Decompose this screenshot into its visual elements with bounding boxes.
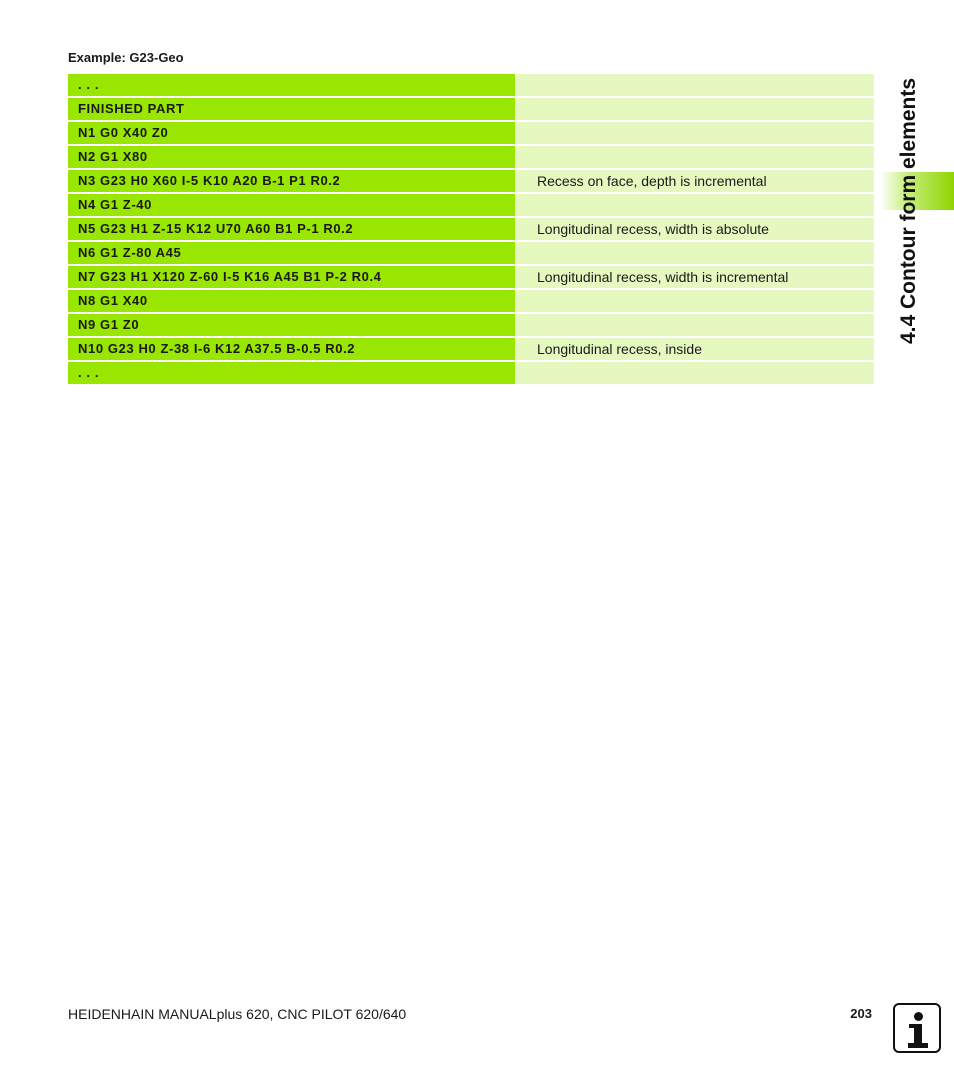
comment-cell <box>515 290 874 312</box>
code-cell: N1 G0 X40 Z0 <box>68 122 515 144</box>
comment-cell: Longitudinal recess, inside <box>515 338 874 360</box>
code-cell: N5 G23 H1 Z-15 K12 U70 A60 B1 P-1 R0.2 <box>68 218 515 240</box>
code-cell: . . . <box>68 362 515 384</box>
code-cell: N8 G1 X40 <box>68 290 515 312</box>
comment-cell <box>515 122 874 144</box>
code-cell: N9 G1 Z0 <box>68 314 515 336</box>
info-icon-dot <box>914 1012 923 1021</box>
table-row <box>68 74 874 96</box>
comment-cell: Recess on face, depth is incremental <box>515 170 874 192</box>
table-row <box>68 314 874 336</box>
code-cell: N3 G23 H0 X60 I-5 K10 A20 B-1 P1 R0.2 <box>68 170 515 192</box>
code-cell: N7 G23 H1 X120 Z-60 I-5 K16 A45 B1 P-2 R0.4 <box>68 266 515 288</box>
table-row <box>68 170 874 192</box>
comment-cell <box>515 74 874 96</box>
comment-cell <box>515 362 874 384</box>
code-cell: N6 G1 Z-80 A45 <box>68 242 515 264</box>
comment-cell <box>515 314 874 336</box>
code-cell: . . . <box>68 74 515 96</box>
comment-cell: Longitudinal recess, width is incremental <box>515 266 874 288</box>
comment-cell <box>515 98 874 120</box>
comment-cell <box>515 242 874 264</box>
footer-text: HEIDENHAIN MANUALplus 620, CNC PILOT 620/640 <box>68 1006 407 1022</box>
info-icon-stem <box>914 1024 922 1044</box>
code-table <box>68 74 874 386</box>
info-icon-serif-bottom <box>908 1043 928 1048</box>
table-row <box>68 194 874 216</box>
table-row <box>68 242 874 264</box>
table-row <box>68 218 874 240</box>
code-cell: N2 G1 X80 <box>68 146 515 168</box>
table-row <box>68 362 874 384</box>
table-row <box>68 266 874 288</box>
code-cell: FINISHED PART <box>68 98 515 120</box>
example-title: Example: G23-Geo <box>68 50 184 65</box>
chapter-title-container <box>874 36 944 386</box>
page-number: 203 <box>850 1006 872 1021</box>
table-row <box>68 98 874 120</box>
comment-cell <box>515 146 874 168</box>
table-row <box>68 146 874 168</box>
info-icon <box>893 1003 941 1053</box>
code-cell: N10 G23 H0 Z-38 I-6 K12 A37.5 B-0.5 R0.2 <box>68 338 515 360</box>
table-row <box>68 290 874 312</box>
comment-cell: Longitudinal recess, width is absolute <box>515 218 874 240</box>
table-row <box>68 338 874 360</box>
table-row <box>68 122 874 144</box>
comment-cell <box>515 194 874 216</box>
code-cell: N4 G1 Z-40 <box>68 194 515 216</box>
chapter-title: 4.4 Contour form elements <box>897 77 920 345</box>
